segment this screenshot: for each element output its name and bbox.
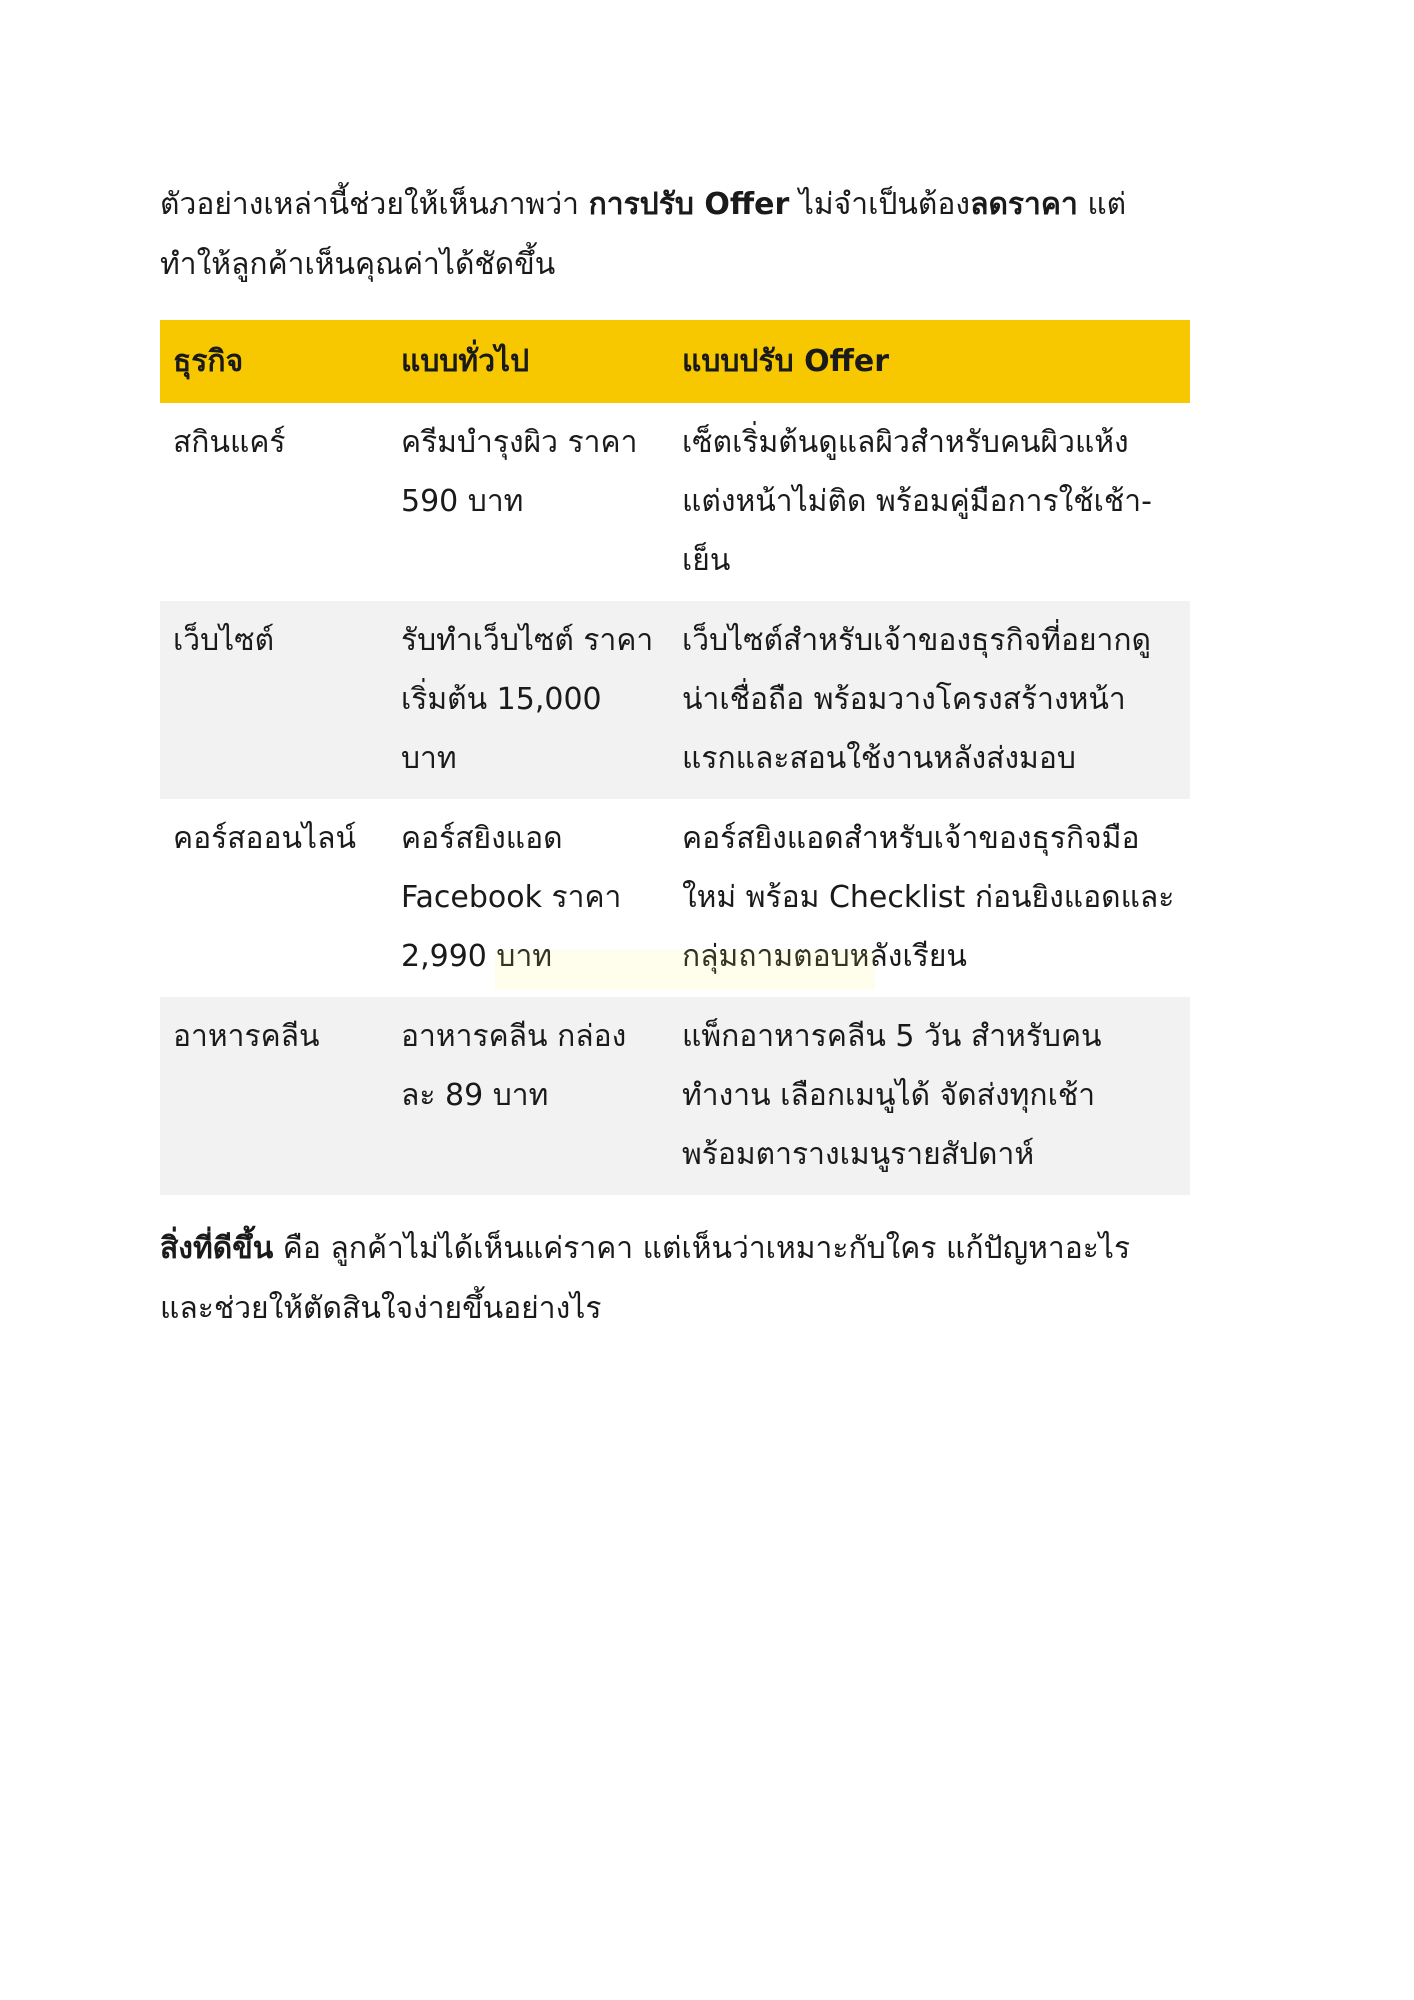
cell-offer: เว็บไซต์สำหรับเจ้าของธุรกิจที่อยากดูน่าเชื่อถือ พร้อมวางโครงสร้างหน้าแรกและสอนใช้งานหลังส่งมอบ bbox=[669, 601, 1190, 799]
intro-text-1: ตัวอย่างเหล่านี้ช่วยให้เห็นภาพว่า bbox=[160, 187, 589, 222]
offer-comparison-table bbox=[160, 320, 1190, 1195]
table-header-row bbox=[160, 320, 1190, 403]
outro-bold: สิ่งที่ดีขึ้น bbox=[160, 1231, 274, 1266]
cell-general: คอร์สยิงแอด Facebook ราคา 2,990 บาท bbox=[388, 799, 669, 997]
intro-bold-offer: การปรับ Offer bbox=[588, 187, 790, 222]
intro-paragraph bbox=[160, 175, 1190, 295]
intro-text-3: แต่ทำให้ลูกค้าเห็นคุณค่าได้ชัดขึ้น bbox=[160, 187, 1127, 282]
table-row bbox=[160, 997, 1190, 1195]
intro-text-2: ไม่จำเป็นต้อง bbox=[789, 187, 971, 222]
outro-paragraph bbox=[160, 1219, 1190, 1339]
header-business: ธุรกิจ bbox=[160, 320, 388, 403]
cell-general: ครีมบำรุงผิว ราคา 590 บาท bbox=[388, 403, 669, 601]
cell-general: อาหารคลีน กล่องละ 89 บาท bbox=[388, 997, 669, 1195]
outro-text: คือ ลูกค้าไม่ได้เห็นแค่ราคา แต่เห็นว่าเหมาะกับใคร แก้ปัญหาอะไร และช่วยให้ตัดสินใจง่ายขึ้นอย่างไร bbox=[160, 1231, 1131, 1326]
cell-offer: คอร์สยิงแอดสำหรับเจ้าของธุรกิจมือใหม่ พร้อม Checklist ก่อนยิงแอดและกลุ่มถามตอบหลังเรียน bbox=[669, 799, 1190, 997]
document-page bbox=[160, 175, 1190, 1339]
intro-bold-discount: ลดราคา bbox=[970, 187, 1078, 222]
header-general: แบบทั่วไป bbox=[388, 320, 669, 403]
table-row bbox=[160, 601, 1190, 799]
cell-business: คอร์สออนไลน์ bbox=[160, 799, 388, 997]
cell-business: สกินแคร์ bbox=[160, 403, 388, 601]
cell-general: รับทำเว็บไซต์ ราคาเริ่มต้น 15,000 บาท bbox=[388, 601, 669, 799]
cell-offer: แพ็กอาหารคลีน 5 วัน สำหรับคนทำงาน เลือกเมนูได้ จัดส่งทุกเช้า พร้อมตารางเมนูรายสัปดาห์ bbox=[669, 997, 1190, 1195]
header-offer: แบบปรับ Offer bbox=[669, 320, 1190, 403]
cell-business: เว็บไซต์ bbox=[160, 601, 388, 799]
cell-business: อาหารคลีน bbox=[160, 997, 388, 1195]
table-row bbox=[160, 799, 1190, 997]
table-row bbox=[160, 403, 1190, 601]
cell-offer: เซ็ตเริ่มต้นดูแลผิวสำหรับคนผิวแห้ง แต่งหน้าไม่ติด พร้อมคู่มือการใช้เช้า-เย็น bbox=[669, 403, 1190, 601]
